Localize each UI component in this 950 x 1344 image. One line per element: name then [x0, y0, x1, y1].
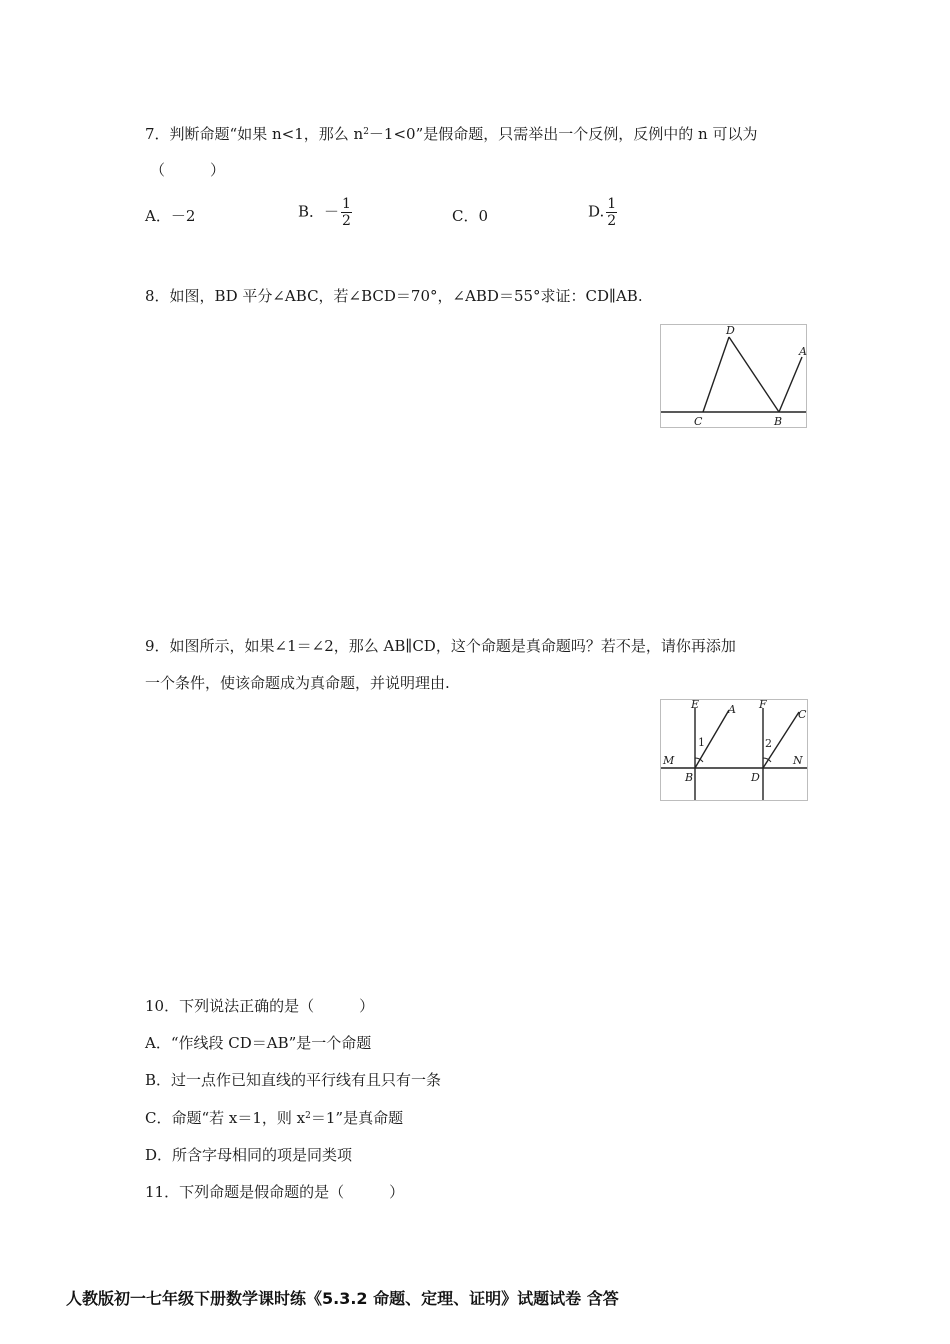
q7-stem — [145, 124, 757, 144]
label-m: M — [663, 754, 675, 767]
q7-stem-part1: 7．判断命题“如果 n<1，那么 n — [145, 125, 364, 143]
label-b: B — [685, 771, 694, 784]
q7-option-d-fraction — [606, 196, 617, 229]
label-a: A — [728, 703, 736, 716]
fraction-denominator: 2 — [342, 213, 351, 229]
document-footer-title: 人教版初一七年级下册数学课时练《5.3.2 命题、定理、证明》试题试卷 含答 — [66, 1289, 619, 1308]
label-angle-1: 1 — [698, 736, 705, 749]
q8-stem: 8．如图，BD 平分∠ABC，若∠BCD＝70°，∠ABD＝55°求证：CD∥AB. — [145, 287, 643, 305]
label-c: C — [694, 415, 703, 428]
q7-option-c: C．0 — [452, 207, 489, 225]
label-n: N — [793, 754, 803, 767]
segment-db — [729, 337, 779, 412]
label-e: E — [691, 698, 700, 711]
q10-option-c-part1: C．命题“若 x＝1，则 x — [145, 1109, 306, 1127]
q7-option-b-fraction — [341, 196, 352, 229]
label-d: D — [726, 324, 735, 337]
q10-option-c-part2: ＝1”是真命题 — [310, 1109, 404, 1127]
q7-stem-part2: －1<0”是假命题，只需举出一个反例，反例中的 n 可以为 — [368, 125, 758, 143]
q11-stem: 11．下列命题是假命题的是（ ） — [145, 1183, 405, 1201]
q7-option-d — [588, 196, 617, 229]
q10-superscript: 2 — [305, 1111, 311, 1121]
q7-option-d-prefix: D. — [588, 202, 605, 221]
label-c: C — [798, 708, 807, 721]
q7-option-b — [298, 196, 352, 229]
q10-option-a: A．“作线段 CD＝AB”是一个命题 — [145, 1034, 372, 1052]
segment-ba — [779, 357, 802, 412]
label-b: B — [774, 415, 783, 428]
segment-cd — [703, 337, 729, 412]
label-angle-2: 2 — [765, 737, 772, 750]
q8-figure — [660, 324, 807, 428]
q10-option-d: D．所含字母相同的项是同类项 — [145, 1146, 353, 1164]
fraction-numerator: 1 — [342, 196, 351, 212]
q7-superscript: 2 — [363, 127, 369, 137]
fraction-numerator: 1 — [607, 196, 617, 212]
q10-stem: 10．下列说法正确的是（ ） — [145, 997, 375, 1015]
q7-option-b-prefix: B．－ — [298, 202, 340, 221]
label-d: D — [751, 771, 760, 784]
fraction-denominator: 2 — [607, 213, 617, 229]
q9-diagram — [661, 700, 807, 800]
q7-option-a: A．－2 — [145, 207, 196, 225]
q9-stem-line1: 9．如图所示，如果∠1＝∠2，那么 AB∥CD，这个命题是真命题吗？若不是，请你再添加 — [145, 637, 736, 655]
q8-diagram — [661, 325, 806, 427]
q10-option-b: B．过一点作已知直线的平行线有且只有一条 — [145, 1071, 442, 1089]
q9-figure — [660, 699, 808, 801]
q10-option-c — [145, 1108, 403, 1128]
q9-stem-line2: 一个条件，使该命题成为真命题，并说明理由. — [145, 674, 450, 692]
q7-answer-paren: （ ） — [150, 161, 226, 179]
label-f: F — [759, 698, 767, 711]
label-a: A — [799, 345, 807, 358]
